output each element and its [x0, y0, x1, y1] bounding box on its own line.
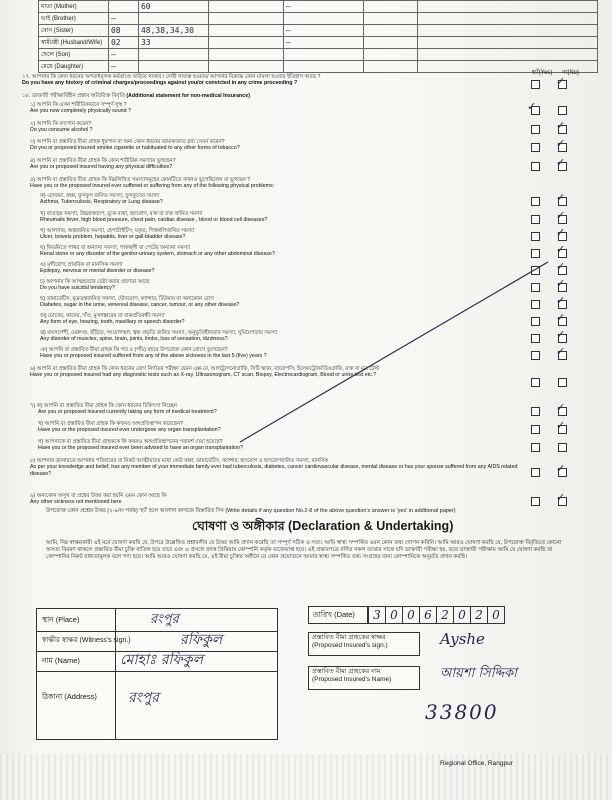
note-en: (Write details if any question No.2-8 of the above question's answer is 'yes' in additional paper) — [225, 508, 456, 514]
check-mark-icon: ✓ — [556, 243, 566, 256]
question-en: Asthma, Tuberculosis, Respiratory or Lung disease? — [40, 199, 163, 206]
date-digit[interactable]: 3 — [368, 606, 386, 624]
dash-value: — — [283, 37, 363, 49]
question-number: ১৭. — [22, 74, 31, 80]
question-en: Ulcer, bowels problem, hepatitis, liver or gall-bladder disease? — [40, 234, 186, 241]
regional-office: Regional Office, Rangpur — [440, 760, 513, 767]
scan-edge — [0, 754, 612, 800]
question-en: Renal stone or any disorder of the genitor-urinary system, stomach or any other abdominal disease? — [40, 251, 275, 258]
question-en: As per your knowledge and belief, has any member of your immediate family ever had tuberculosis, diabetes, cancer cardiovascular disease, mental disease or has your spouse suffered from any AIDS related disease? — [30, 464, 518, 477]
name-label: নাম (Name) — [42, 656, 80, 665]
check-mark-icon: ✓ — [556, 75, 566, 88]
question-bn: এ্যাজমা, যক্ষা, ফুসফুস জনিত সমস্যা, ফুসফুসের সমস্যা — [46, 193, 160, 199]
relation-bn: মেয়ে — [41, 64, 53, 70]
question-number: গ) — [38, 439, 44, 445]
check-mark-icon: ✓ — [556, 226, 566, 239]
check-mark-icon: ✓ — [527, 100, 537, 113]
question-bn: আপনি বা প্রস্তাবিত বীমা গ্রাহক কি কোন ধরনের রোগ নির্ণয়ের পরীক্ষা যেমন এক্স-রে, আলট্রাসনোগ্রাফি, সিটি স্ক্যান, বায়োপসি, ইলেকট্রোকার্ডিওগ্রাফি, রক্ত বা মূত্র টেস্ট — [36, 366, 380, 372]
question-en: Have you or the proposed insured ever undergone any organ transplantation? — [38, 427, 221, 434]
question-bn: আপনি বা প্রস্তাবিত বীমা গ্রাহক কি গত ৫ (পাঁচ) বছরে উপরোক্ত কোন রোগে ভুগেছেন? — [48, 347, 228, 353]
check-mark-icon: ✓ — [556, 137, 566, 150]
question-en: Have you or the proposed insured ever been advised to have an organ transplantation? — [38, 445, 243, 452]
check-mark-icon: ✓ — [556, 419, 566, 432]
question-en: Rheumatic fever, high blood pressure, chest pain, cardiac disease , blood or blood cell diseases? — [40, 217, 268, 224]
question-bn: চোখের, কানের, দাঁত, মুখগহ্বরের বা বাকপ্রতিবন্ধী সমস্যা — [48, 313, 165, 319]
question-en: (Additional statement for non-medical Insurance) — [126, 93, 250, 99]
yes-header: হ্যাঁ(Yes) — [532, 70, 553, 76]
insured-name-label — [312, 668, 391, 684]
date-digit[interactable]: 2 — [471, 606, 488, 624]
insured-sign-label — [312, 634, 388, 650]
yes-details-note — [46, 508, 566, 516]
question-en: Do you have suicidal tendency? — [40, 285, 115, 292]
date-digit[interactable]: 0 — [403, 606, 420, 624]
question-number: ঞ) — [40, 347, 48, 353]
date-digit[interactable]: 2 — [437, 606, 454, 624]
declaration-body: আমি, নিম্ন স্বাক্ষরকারী এই মর্মে ঘোষণা করছি যে, উপরে উল্লেখিত প্রশ্নাবলীর যে উত্তর আমি প্রদান করেছি তা সম্পূর্ণ সঠিক ও সত্য। আমি স্বাস্থ্য সম্পর্কিত এমন কোন তথ্য গোপন করিনি। আমি আরও ঘোষণা করছি যে, উপরোক্ত বিবৃতিতে কোনো অসত্য বিবরণ থাকলে প্রস্তাবিত বীমা চুক্তি বাতিল হয়ে যাবে এবং এ প্রসঙ্গে প্রদত্ত প্রিমিয়াম কোম্পানি কর্তৃক বাজেয়াপ্ত হবে। এই প্রস্তাবপত্রে বর্ণিত সকল তথ্যের সাথে যদি ডাক্তারী পরীক্ষা হয়, তবে ডাক্তারী পরীক্ষায় আমি যে ঘোষণা করছি তা কোম্পানির নিকট বাধ্যতামূলক বলে গণ্য হবে। আমি আরও ঘোষণা করছি যে, এই বীমা চুক্তির অধীনে যে কোন প্রয়োজনে আমার স্বাস্থ্য সম্পর্কিত তথ্য সংগ্রহের জন্য কোম্পানিকে অনুমতি প্রদান করছি। — [46, 540, 562, 560]
question-number: ঝ) — [40, 330, 46, 336]
policy-number: 33800 — [425, 700, 499, 724]
question-number: জ) — [40, 313, 47, 319]
relation-en: (Daughter) — [54, 64, 84, 70]
question-number: ৭) — [30, 403, 36, 409]
count-value: — — [108, 13, 138, 25]
question-number: খ) — [38, 421, 44, 427]
relation-en: (Brother) — [52, 16, 76, 22]
question-bn: আপনি কি এখন শারীরিকভাবে সম্পূর্ণ সুস্থ ? — [36, 102, 127, 108]
witness-name[interactable]: মোহাঃ রফিকুল — [120, 652, 204, 668]
question-bn: কিডনিতে পাথর বা অন্যান্য সমস্যা, পাকস্থলী বা পেটের অন্যান্য সমস্যা — [46, 245, 191, 251]
no-header: না(No) — [562, 70, 579, 76]
question-bn: আপনার কি কোন ধরনের অপরাধমূলক কর্মকাণ্ডে জড়িত থাকার / দোষী সাব্যস্ত হওয়ার/ আপনার বিরুদ্ধে কোন মামলা হওয়ার ইতিহাস আছে ? — [31, 74, 321, 80]
question-bn: আপনার জানামতে আপনার পরিবারের বা নিকট আত্মীয়দের মধ্যে কেউ যক্ষা, ডায়াবেটিস, ক্যান্সার, হৃদরোগ ও হৃদরোগজনিত সমস্যা, মানসিক — [36, 458, 329, 464]
date-boxes — [368, 606, 505, 624]
date-digit[interactable]: 0 — [488, 606, 505, 624]
question-en: Any other sickness not mentioned here — [30, 499, 122, 506]
relation-bn: মাতা — [41, 4, 53, 10]
question-bn: অন্যকোন অসুখ বা প্রশ্নের উত্তর করা হয়নি এমন কোন আছে কি — [36, 493, 167, 499]
witness-signature[interactable]: রফিকুল — [180, 632, 223, 648]
question-number: চ) — [40, 279, 45, 285]
question-number: ছ) — [40, 296, 45, 302]
insured-sign-label-en: (Proposed Insured's sign.) — [312, 642, 388, 649]
relation-bn: বোন — [41, 28, 53, 34]
check-mark-icon: ✓ — [556, 156, 566, 169]
witness-sign-label: স্বাক্ষীর স্বাক্ষর (Witness's sign.) — [42, 637, 131, 644]
date-digit[interactable]: 0 — [454, 606, 471, 624]
insured-signature[interactable]: Ayshe — [440, 630, 485, 648]
question-en: Any form of eye, hearing, tooth, maxillary or speech disorder? — [40, 319, 185, 326]
witness-address[interactable]: রংপুর — [128, 690, 159, 706]
question-bn: আপনি বা প্রস্তাবিত বীমা গ্রাহক ধূমপান বা অন্য কোন ধরনের তামাকজাত দ্রব্য সেবন করেন? — [36, 139, 225, 145]
question-number: ঙ) — [40, 262, 46, 268]
check-mark-icon: ✓ — [556, 209, 566, 222]
dash-value: — — [283, 1, 363, 13]
relation-bn: স্বামী/স্ত্রী — [41, 40, 59, 46]
place-label: স্থান (Place) — [42, 615, 80, 624]
relation-bn: ছেলে — [41, 52, 54, 58]
question-bn: ডায়াবেটিস, মূত্রতন্ত্রজনিত সমস্যা, যৌনরোগ, ক্যান্সার, টিউমার বা অন্যকোন রোগ — [46, 296, 214, 302]
check-mark-icon: ✓ — [556, 491, 566, 504]
question-bn: আপনাকে বা প্রস্তাবিত বীমা গ্রাহককে কি কখনও অঙ্গপ্রতিস্থাপনের পরামর্শ দেয়া হয়েছে? — [44, 439, 223, 445]
check-mark-icon: ✓ — [556, 401, 566, 414]
question-bn: আপনি বা প্রস্তাবিত বীমা গ্রাহক কি নিম্নলিখিত সমস্যাসমূহের কোনটিতে কখনও ভুগেছিলেন বা ভুগছেন ? — [36, 177, 251, 183]
relation-en: (Husband/Wife) — [60, 40, 103, 46]
insured-sign-label-bn: প্রস্তাবিত বীমা গ্রাহকের স্বাক্ষর — [312, 634, 386, 641]
question-en: Any disorder of muscles, spine, brain, joints, limbs, loss of sensation, dizziness? — [40, 336, 228, 343]
check-mark-icon: ✓ — [556, 294, 566, 307]
question-bn: আপনি বা প্রস্তাবিত বীমা গ্রাহক কি কোন শারীরিক সমস্যায় ভুগছেন? — [36, 158, 176, 164]
question-bn: মাংসপেশী, মেরুদণ্ড, হাঁড়িড়, সংযোগস্থল, ত্বক প্রভৃতি জনিত সমস্যা, অনুভূতিহীনতার সমস্যা, ঘুমিয়েপড়ার সমস্যা — [47, 330, 278, 336]
relation-en: (Son) — [55, 52, 71, 58]
question-number: খ) — [40, 211, 46, 217]
question-en: Are you or proposed insured currently taking any form of medical treatment? — [38, 409, 217, 416]
question-en: Have you or the proposed insured ever suffered or suffering from any of the following physical problems: — [30, 183, 275, 190]
question-number: ২) — [30, 121, 36, 127]
question-en: Do you have any history of criminal charges/proceedings against you/or convicted in any crime proceeding ? — [22, 80, 298, 87]
relation-bn: ভাই — [41, 16, 51, 22]
insured-name-label-en: (Proposed Insured's Name) — [312, 676, 392, 683]
count-value: 08 — [108, 25, 138, 37]
relation-en: (Mother) — [54, 4, 77, 10]
check-mark-icon: ✓ — [556, 191, 566, 204]
question-bn: মৃগীরোগ, স্নায়বিক বা মানসিক সমস্যা — [47, 262, 123, 268]
question-en: Do you or proposed insured smoke cigarette or habituated to any other forms of tobacco? — [30, 145, 240, 152]
question-number: ৮) — [30, 458, 36, 464]
dash-value: — — [283, 25, 363, 37]
place-value[interactable]: রংপুর — [150, 612, 179, 627]
count-value: 02 — [108, 37, 138, 49]
question-en: Have you or proposed insured had any diagnostic tests such as X-ray, Ultrasonogram, CT scan, Biopsy, Electrocardiogram, Blood or urine test etc.? — [30, 372, 377, 379]
question-en: Epilepsy, nervous or mental disorder or disease? — [40, 268, 155, 275]
question-number: ১) — [30, 102, 36, 108]
question-number: ঘ) — [40, 245, 46, 251]
question-number: ৩) — [30, 139, 36, 145]
insured-name-label-bn: প্রস্তাবিত বীমা গ্রাহকের নাম — [312, 668, 381, 675]
question-bn: আপনি কি মদ্যপান করেন? — [36, 121, 92, 127]
count-value: — — [108, 61, 138, 73]
date-digit[interactable]: 0 — [386, 606, 403, 624]
count-value: — — [108, 49, 138, 61]
question-en: Do you consume alcohol ? — [30, 127, 93, 134]
note-bn: উপরোক্ত কোন প্রশ্নের উত্তর (২-৯নং পর্যন্ত) 'হ্যাঁ' হলে আলাদা কাগজে বিস্তারিত দিন — [46, 508, 224, 514]
question-number: ১৮. — [22, 93, 31, 99]
question-bn: আলসার, অন্ত্রজনিত সমস্যা, হেপাটাইটিস, যকৃত, পিত্তথলিজনিত সমস্যা — [46, 228, 195, 234]
question-en: Have you or proposed insured suffered from any of the above sickness in the last 5 (five) years ? — [40, 353, 267, 360]
question-en: Diabetes, sugar in the urine, venereal disease, cancer, tumour, or any other disease? — [40, 302, 240, 309]
question-number: গ) — [40, 228, 46, 234]
check-mark-icon: ✓ — [556, 345, 566, 358]
check-mark-icon: ✓ — [556, 119, 566, 132]
question-bn: বাতজ্বর সমস্যা, উচ্চরক্তচাপ, বুকে ব্যথা, হৃদরোগ, রক্ত বা রক্ত জনিত সমস্যা — [46, 211, 203, 217]
check-mark-icon: ✓ — [556, 260, 566, 273]
question-number: ৪) — [30, 158, 36, 164]
question-bn: আপনি বা প্রস্তাবিত বীমা গ্রাহক কি কখনও অঙ্গপ্রতিস্থাপন করেছেন? — [44, 421, 184, 427]
question-number: ৫) — [30, 177, 36, 183]
question-number: ৯) — [30, 493, 36, 499]
relation-en: (Sister) — [53, 28, 74, 34]
check-mark-icon: ✓ — [556, 277, 566, 290]
check-mark-icon: ✓ — [556, 328, 566, 341]
age-value: 60 — [138, 1, 208, 13]
date-digit[interactable]: 6 — [420, 606, 437, 624]
question-bn: ডাক্তারী পরীক্ষাবিহীন প্রস্তাব অতিরিক্ত বিবৃতি — [31, 93, 125, 99]
insured-name[interactable]: আয়শা সিদ্দিকা — [440, 666, 517, 681]
check-mark-icon: ✓ — [556, 311, 566, 324]
question-number: ক) — [40, 193, 46, 199]
age-value: 33 — [138, 37, 208, 49]
age-value: 48,38,34,30 — [138, 25, 208, 37]
address-label: ঠিকানা (Address) — [42, 692, 97, 701]
question-number: ৬) — [30, 366, 36, 372]
question-en: Are you now completely physically sound ? — [30, 108, 131, 115]
check-mark-icon: ✓ — [556, 462, 566, 475]
question-bn: ক) আপনি বা প্রস্তাবিত বীমা গ্রাহক কি কোন ধরনের চিকিৎসা নিচ্ছেন — [36, 403, 177, 409]
date-label: তারিখ (Date) — [313, 610, 355, 619]
question-bn: আপনার কি আত্মহত্যার চেষ্টা করার প্রবণতা আছে — [46, 279, 150, 285]
declaration-title: ঘোষণা ও অঙ্গীকার (Declaration & Undertaking) — [192, 519, 454, 533]
question-en: Are you or proposed insured having any physical difficulties? — [30, 164, 173, 171]
